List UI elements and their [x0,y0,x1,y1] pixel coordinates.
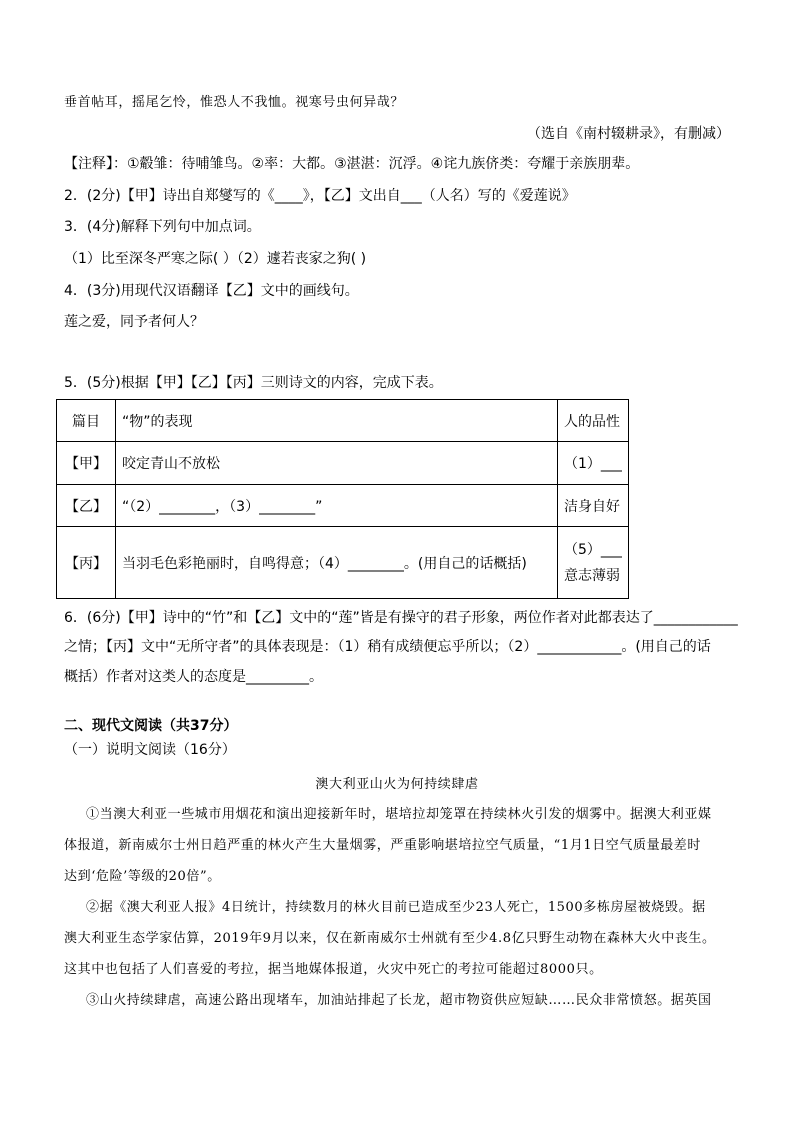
table-cell-behavior: “（2）________，（3）________” [116,485,558,527]
table-cell-trait [558,527,629,599]
table-cell-trait: （1）___ [558,442,629,485]
poem-tail-line: 垂首帖耳，摇尾乞怜，惟恐人不我恤。视寒号虫何异哉？ [64,95,405,110]
table-cell-title: 【乙】 [57,485,116,527]
article-title: 澳大利亚山火为何持续肆虐 [315,777,479,792]
paragraph-line: 澳大利亚生态学家估算，2019年9月以来，仅在新南威尔士州就有至少4.8亿只野生动物在森林大火中丧生。 [64,931,716,946]
question-5: 5．(5分)根据【甲】【乙】【丙】三则诗文的内容，完成下表。 [64,375,443,391]
table-row [57,527,629,599]
table-header-cell: 人的品性 [558,400,629,442]
paragraph-line: ③山火持续肆虐，高速公路出现堵车，加油站排起了长龙，超市物资供应短缺……民众非常愤怒。据英国 [86,993,712,1008]
table-cell-behavior: 当羽毛色彩艳丽时，自鸣得意；（4）________。(用自己的话概括) [116,527,558,599]
question-2: 2．(2分)【甲】诗出自郑燮写的《____》，【乙】文出自___（人名）写的《爱莲说》 [64,188,576,204]
table-header-cell: 篇目 [57,400,116,442]
paragraph-line: ①当澳大利亚一些城市用烟花和演出迎接新年时，堪培拉却笼罩在持续林火引发的烟雾中。据澳大利亚媒 [86,807,712,822]
subsection-heading: （一）说明文阅读（16分） [64,742,236,758]
paragraph-line: 达到‘危险’等级的20倍”。 [64,869,221,884]
trait-text: 意志薄弱 [564,567,620,584]
table-cell-behavior: 咬定青山不放松 [116,442,558,485]
annotation-line: 【注释】：①觳雏：待哺雏鸟。②率：大都。③湛湛：沉浮。④诧九族侪类：夸耀于亲族朋辈。 [64,156,640,172]
table-row [57,485,629,527]
section-heading: 二、现代文阅读（共37分） [64,718,238,734]
paragraph-line: 这其中也包括了人们喜爱的考拉，据当地媒体报道，火灾中死亡的考拉可能超过8000只。 [64,962,603,977]
table-row [57,442,629,485]
source-note: （选自《南村辍耕录》，有删减） [527,126,730,142]
question-6-line2: 之情；【丙】文中“无所守者”的具体表现是：（1）稍有成绩便忘乎所以；（2）____________。(用自己的话 [64,639,711,655]
question-3-items: （1）比至深冬严寒之际( ）（2）遽若丧家之狗( ) [64,251,367,267]
paragraph-line: 体报道，新南威尔士州日趋严重的林火产生大量烟雾，严重影响堪培拉空气质量，“1月1日空气质量最差时 [64,838,701,853]
question-6-line1: 6．(6分)【甲】诗中的“竹”和【乙】文中的“莲”皆是有操守的君子形象，两位作者对此都表达了____________ [64,610,738,626]
question-6-line3: 概括）作者对这类人的态度是_________。 [64,669,323,685]
question-3: 3．(4分)解释下列句中加点词。 [64,219,261,235]
question-4: 4．(3分)用现代汉语翻译【乙】文中的画线句。 [64,283,359,299]
question-4-sentence: 莲之爱，同予者何人？ [64,314,204,330]
table-cell-trait: 洁身自好 [558,485,629,527]
answer-table [56,399,629,599]
trait-blank: （5）___ [564,541,622,558]
paragraph-line: ②据《澳大利亚人报》4日统计，持续数月的林火目前已造成至少23人死亡，1500多栋房屋被烧毁。据 [86,900,706,915]
table-header-row [57,400,629,442]
table-cell-title: 【丙】 [57,527,116,599]
table-cell-title: 【甲】 [57,442,116,485]
table-header-cell: “物”的表现 [116,400,558,442]
